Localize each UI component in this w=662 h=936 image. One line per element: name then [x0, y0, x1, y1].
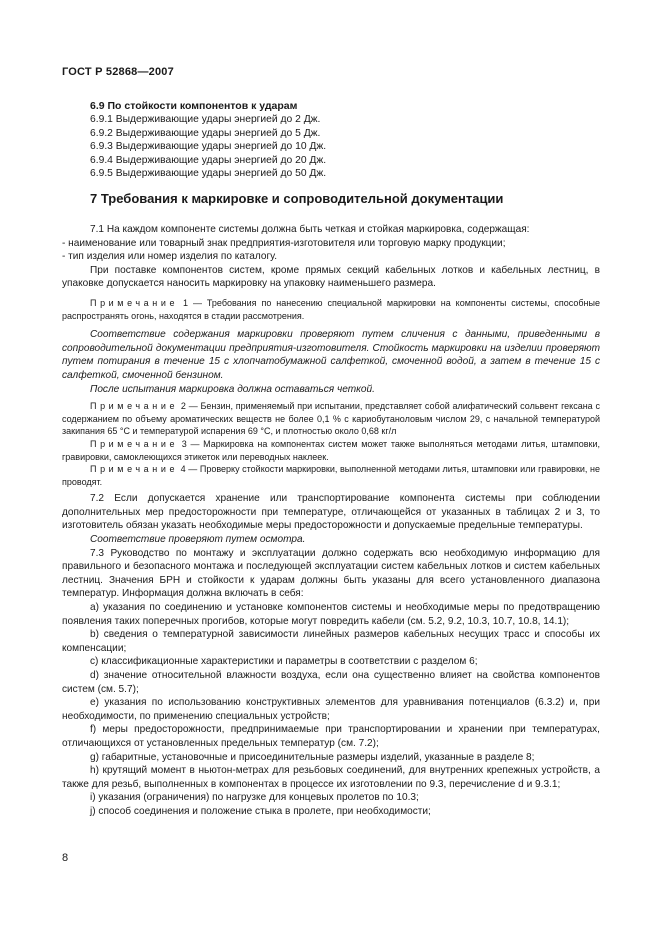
- paragraph: 7.1 На каждом компоненте системы должна быть четкая и стойкая маркировка, содержащая:: [90, 224, 530, 235]
- impact-list: [90, 113, 600, 181]
- list-item: g) габаритные, установочные и присоединительные размеры изделий, указанные в разделе 8;: [90, 751, 535, 763]
- page-number: 8: [62, 852, 69, 864]
- note-text: 4 — Проверку стойкости маркировки, выполненной методами литья, штамповки или гравировки, не проводят.: [62, 464, 600, 487]
- note: [62, 438, 600, 463]
- document-header: ГОСТ Р 52868—2007: [62, 66, 174, 78]
- list-item: b) сведения о температурной зависимости линейных размеров кабельных несущих трасс и способы их компенсации;: [62, 629, 600, 654]
- paragraph: - наименование или товарный знак предприятия-изготовителя или торговую марку продукции;: [62, 237, 506, 249]
- note-label: Примечание: [90, 297, 179, 308]
- note-label: Примечание: [90, 401, 179, 412]
- impact-subsection: [90, 99, 600, 181]
- list-item: 6.9.1 Выдерживающие удары энергией до 2 Дж.: [90, 114, 321, 125]
- note: [62, 297, 600, 322]
- list-item: f) меры предосторожности, предпринимаемые при транспортировании и хранении при температурах, отличающихся от установленных предельных температур (см. 7.2);: [62, 724, 600, 749]
- list-item: 6.9.3 Выдерживающие удары энергией до 10 Дж.: [90, 141, 327, 152]
- section-body: [62, 223, 600, 819]
- section-title: 7 Требования к маркировке и сопроводительной документации: [90, 191, 504, 206]
- note-text: 1 — Требования по нанесению специальной маркировки на компоненты системы, способные распространять огонь, находятся в стадии рассмотрения.: [62, 297, 600, 321]
- note-text: 2 — Бензин, применяемый при испытании, представляет собой алифатический сольвент гексана с содержанием по объему ароматических веществ не более 0,1 % с кариобутаноловым числом 29, с начальной температурой закипания 65 °С и температурой испарения 69 °С, и плотностью около 0,68 кг/л: [62, 401, 600, 437]
- note-label: Примечание: [90, 438, 179, 449]
- subsection-title: 6.9 По стойкости компонентов к ударам: [90, 100, 298, 112]
- list-item: c) классификационные характеристики и параметры в соответствии с разделом 6;: [90, 656, 478, 668]
- list-item: i) указания (ограничения) по нагрузке для концевых пролетов по 10.3;: [90, 792, 419, 804]
- list-item: а) указания по соединению и установке компонентов системы и необходимые меры по предотвращению появления таких поперечных прогибов, которые могут повредить кабели (см. 5.2, 9.2, 10.3, 10.7, 10.8, 14.1);: [62, 602, 600, 627]
- note-text: 3 — Маркировка на компонентах систем может также выполняться методами литья, штамповки, гравировки, самоклеющихся этикеток или переводных наклеек.: [62, 438, 600, 462]
- list-item: d) значение относительной влажности воздуха, если она существенно влияет на свойства компонентов систем (см. 5.7);: [62, 670, 600, 695]
- paragraph: При поставке компонентов систем, кроме прямых секций кабельных лотков и кабельных лестниц, в упаковке допускается наносить маркировку на упаковку наименьшего размера.: [62, 264, 600, 290]
- list-item: h) крутящий момент в ньютон-метрах для резьбовых соединений, для внутренних крепежных устройств, а также для резьб, выполненных в компонентах в процессе их изготовлении по 9.3, перечисление d и 9.3.1;: [62, 765, 600, 790]
- note: [62, 463, 600, 488]
- list-item: j) способ соединения и положение стыка в пролете, при необходимости;: [90, 805, 431, 817]
- paragraph: После испытания маркировка должна оставаться четкой.: [90, 383, 375, 395]
- list-item: 6.9.4 Выдерживающие удары энергией до 20 Дж.: [90, 154, 327, 166]
- note: [62, 400, 600, 438]
- paragraph: - тип изделия или номер изделия по каталогу.: [62, 251, 278, 263]
- paragraph: 7.2 Если допускается хранение или транспортирование компонента системы при соблюдении дополнительных мер предосторожности при температуре, отличающейся от указанных в таблицах 2 и 3, то изготовитель обязан указать необходимые меры предосторожности и допускаемые предельные температуры.: [62, 493, 600, 532]
- list-item: 6.9.2 Выдерживающие удары энергией до 5 Дж.: [90, 127, 321, 139]
- page-content: [62, 99, 600, 817]
- list-item: e) указания по использованию конструктивных элементов для уравнивания потенциалов (6.3.2) и, при необходимости, по применению специальных устройств;: [62, 697, 600, 722]
- list-item: 6.9.5 Выдерживающие удары энергией до 50 Дж.: [90, 168, 327, 179]
- note-label: Примечание: [90, 464, 179, 475]
- paragraph: Соответствие проверяют путем осмотра.: [90, 534, 306, 546]
- paragraph: Соответствие содержания маркировки проверяют путем сличения с данными, приведенными в сопроводительной документации предприятия-изготовителя. Стойкость маркировки на изделии проверяют путем потирания в течение 15 с хлопчатобумажной салфеткой, смоченной водой, а затем в течение 15 с салфеткой, смоченной бензином.: [62, 329, 600, 381]
- paragraph: 7.3 Руководство по монтажу и эксплуатации должно содержать всю необходимую информацию для правильного и безопасного монтажа и последующей эксплуатации систем кабельных лотков и систем кабельных лестниц. Значения БРН и стойкости к ударам должны быть указаны для всего установленного диапазона температур. Информация должна включать в себя:: [62, 547, 600, 600]
